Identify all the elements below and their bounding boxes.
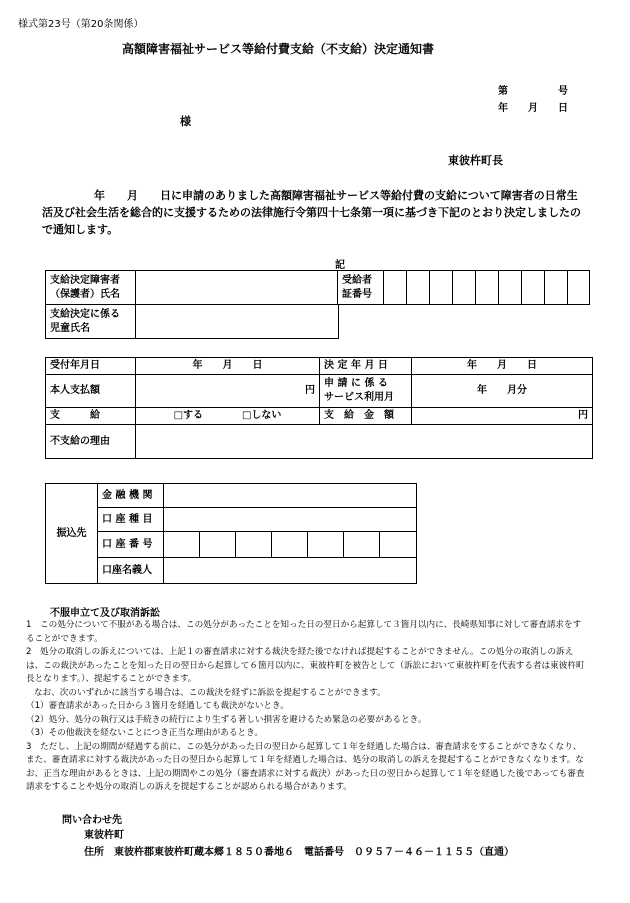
ki-marker: 記 <box>335 260 345 271</box>
certificate-digit[interactable] <box>453 271 476 305</box>
appeal-item-3: （3）その他裁決を経ないことにつき正当な理由があるとき。 <box>26 728 263 738</box>
account-type-field[interactable] <box>164 508 417 532</box>
service-month-label: 申 請 に 係 る サービス利用月 <box>320 375 412 408</box>
certificate-digit[interactable] <box>568 271 590 305</box>
contact-heading: 問い合わせ先 <box>62 815 122 826</box>
account-number-digit[interactable] <box>344 532 380 558</box>
form-number: 様式第23号（第20条関係） <box>18 19 144 30</box>
recipient-table <box>45 270 590 305</box>
rejection-reason-label: 不支給の理由 <box>46 425 136 459</box>
account-holder-label: 口座名義人 <box>98 558 164 584</box>
payment-amount-label: 支 給 金 額 <box>320 408 412 425</box>
certificate-digit[interactable] <box>499 271 522 305</box>
account-number-digit[interactable] <box>308 532 344 558</box>
addressee-suffix: 様 <box>180 115 191 128</box>
issue-date: 年 月 日 <box>498 103 568 114</box>
certificate-digit[interactable] <box>384 271 407 305</box>
transfer-label: 振込先 <box>46 484 98 584</box>
certificate-digit[interactable] <box>476 271 499 305</box>
appeal-paragraph-1: 1 この処分について不服がある場合は、この処分があったことを知った日の翌日から起算して３箇月以内に、長崎県知事に対して審査請求をすることができます。 <box>26 620 582 644</box>
body-text: 年 月 日に申請のありました高額障害福祉サービス等給付費の支給について障害者の日常生活及び社会生活を総合的に支援するための法律施行令第四十七条第一項に基づき下記のとおり決定しましたので通知します。 <box>42 189 581 236</box>
certificate-digit[interactable] <box>522 271 545 305</box>
child-name-label: 支給決定に係る 児童氏名 <box>46 305 136 339</box>
decision-table <box>45 357 593 459</box>
appeal-paragraph-3: なお、次のいずれかに該当する場合は、この裁決を経ずに訴訟を提起することができます。 <box>34 687 386 698</box>
appeal-heading: 不服申立て及び取消訴訟 <box>50 608 160 619</box>
certificate-digit[interactable] <box>545 271 568 305</box>
account-number-digit[interactable] <box>236 532 272 558</box>
payment-choice <box>136 408 320 425</box>
service-month-field[interactable]: 年 月分 <box>412 375 593 408</box>
rejection-reason-field[interactable] <box>136 425 593 459</box>
payment-label: 支 給 <box>46 408 136 425</box>
recipient-name-label: 支給決定障害者 （保護者）氏名 <box>46 271 136 305</box>
certificate-digit[interactable] <box>407 271 430 305</box>
yen-unit: 円 <box>578 410 588 421</box>
account-number-digit[interactable] <box>272 532 308 558</box>
account-number-label: 口 座 番 号 <box>98 532 164 558</box>
contact-address: 住所 東彼杵郡東彼杵町蔵本郷１８５０番地６ 電話番号 ０９５７－４６－１１５５（直通） <box>84 847 514 858</box>
certificate-number-label: 受給者 証番号 <box>338 271 384 305</box>
appeal-text <box>26 619 586 795</box>
account-holder-field[interactable] <box>164 558 417 584</box>
account-type-label: 口 座 種 目 <box>98 508 164 532</box>
account-number-digit[interactable] <box>164 532 200 558</box>
appeal-paragraph-4: 3 ただし、上記の期間が経過する前に、この処分があった日の翌日から起算して１年を経過した場合は、審査請求をすることができなくなり、また、審査請求に対する裁決があった日の翌日から起算して１年を経過した場合は、処分の取消しの訴えを提起することができなくなります。なお、正当な理由があるときは、上記の期間やこの処分（審査請求に対する裁決）があった日の翌日から起算して１年を経過した後であっても審査請求をすることや処分の取消しの訴えを提起することが認められる場合があります。 <box>26 741 585 792</box>
payment-no-checkbox[interactable]: □しない <box>241 410 282 421</box>
payment-yes-checkbox[interactable]: □する <box>173 410 204 421</box>
document-title: 高額障害福祉サービス等給付費支給（不支給）決定通知書 <box>122 42 435 56</box>
appeal-item-2: （2）処分、処分の執行又は手続きの続行により生ずる著しい損害を避けるため緊急の必要があるとき。 <box>26 714 427 725</box>
appeal-paragraph-2: 2 処分の取消しの訴えについては、上記１の審査請求に対する裁決を経た後でなければ提起することができません。この処分の取消しの訴えは、この裁決があったことを知った日の翌日から起算して６箇月以内に、東彼杵町を被告として（訴訟において東彼杵町を代表する者は東彼杵町長となります。）、提起することができます。 <box>26 647 585 684</box>
decision-date-label: 決 定 年 月 日 <box>320 358 412 375</box>
child-name-field[interactable] <box>136 305 339 339</box>
received-date-field[interactable]: 年 月 日 <box>136 358 320 375</box>
account-number-digit[interactable] <box>380 532 417 558</box>
issuer-name: 東彼杵町長 <box>448 154 503 167</box>
certificate-digit[interactable] <box>430 271 453 305</box>
bank-field[interactable] <box>164 484 417 508</box>
appeal-item-1: （1）審査請求があった日から３箇月を経過しても裁決がないとき。 <box>26 701 289 711</box>
decision-date-field[interactable]: 年 月 日 <box>412 358 593 375</box>
account-number-digit[interactable] <box>200 532 236 558</box>
bank-label: 金 融 機 関 <box>98 484 164 508</box>
received-date-label: 受付年月日 <box>46 358 136 375</box>
document-number: 第 号 <box>498 86 568 97</box>
payment-amount-field[interactable] <box>412 408 593 425</box>
self-payment-label: 本人支払額 <box>46 375 136 408</box>
yen-unit: 円 <box>305 385 315 396</box>
child-table <box>45 304 339 339</box>
self-payment-field[interactable] <box>136 375 320 408</box>
recipient-name-field[interactable] <box>136 271 338 305</box>
contact-org: 東彼杵町 <box>84 830 124 841</box>
bank-transfer-table <box>45 483 417 584</box>
